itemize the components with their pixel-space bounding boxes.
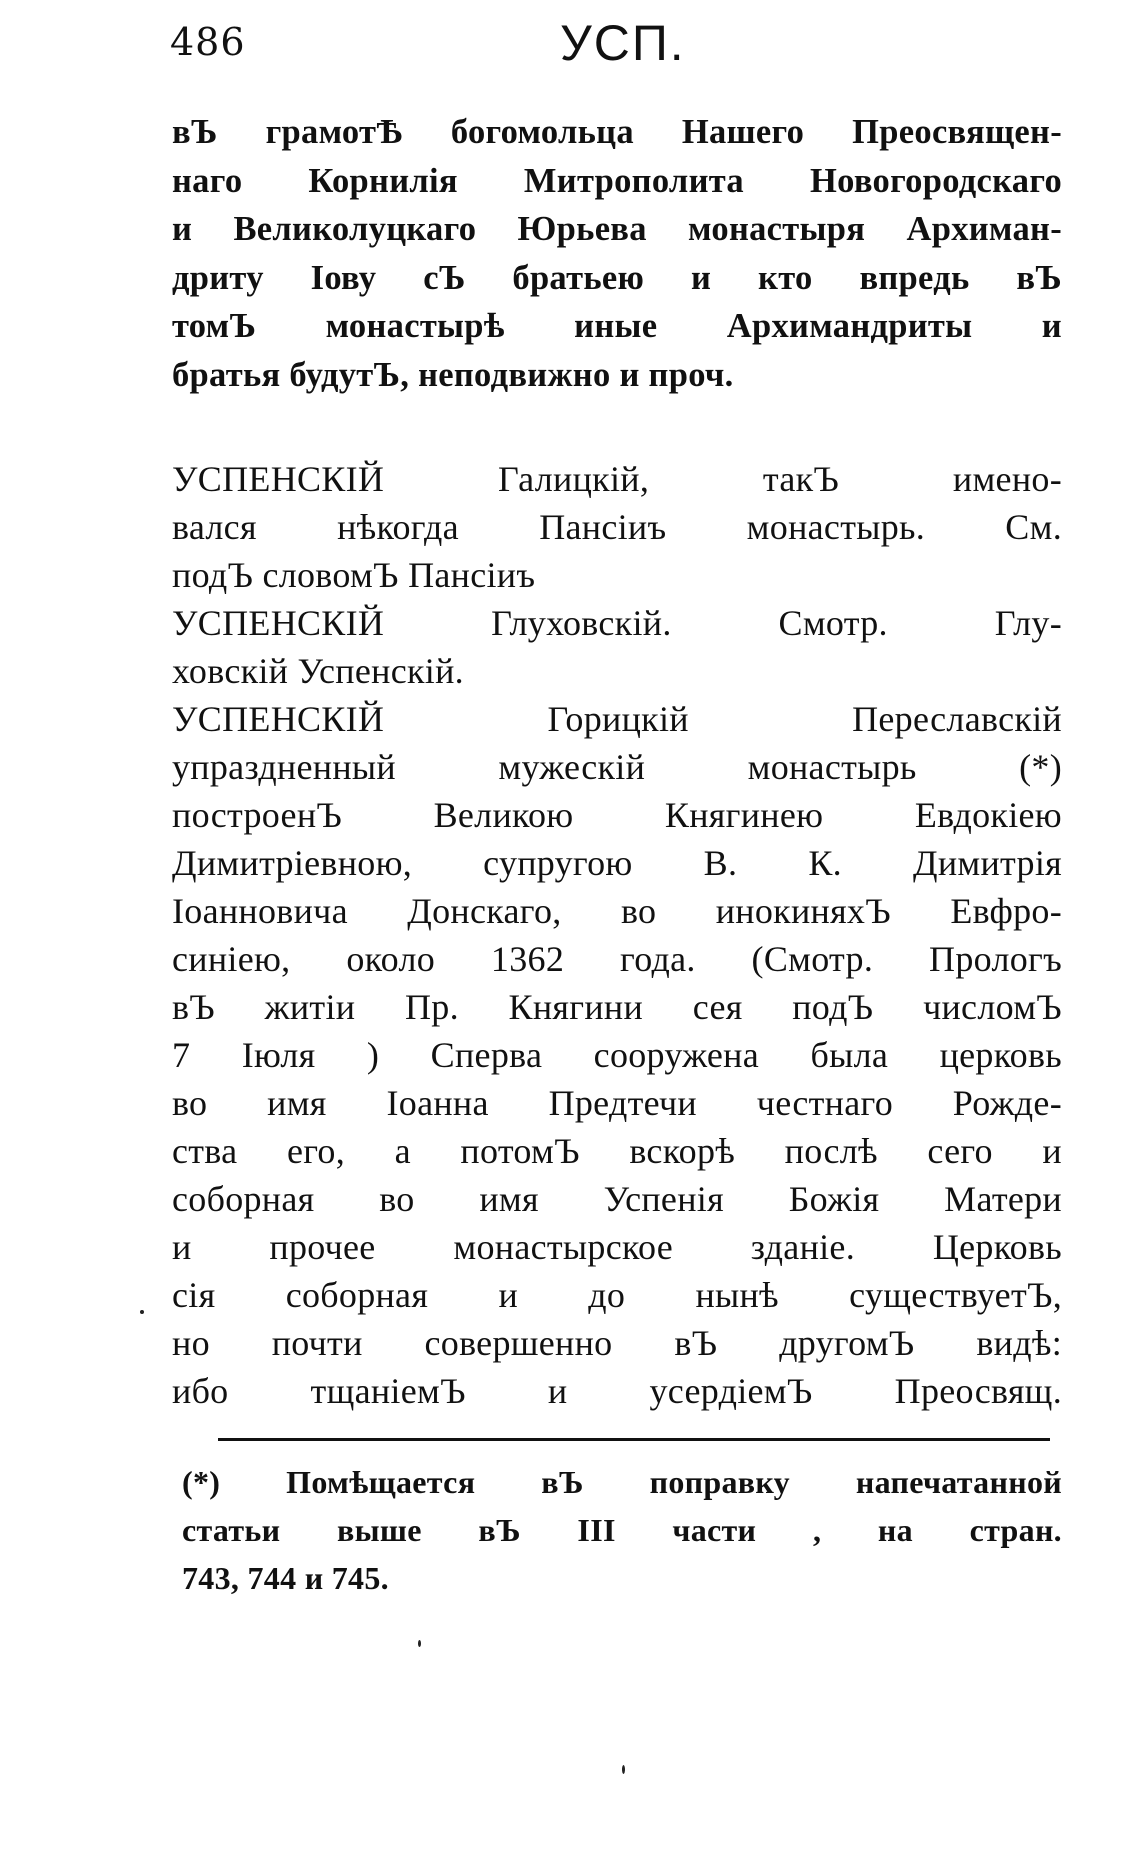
text-line: томЪ монастырѣ иные Архимандриты и — [172, 307, 1062, 345]
entry-goritsky-line: соборная во имя Успенія Божія Матери — [172, 1179, 1062, 1219]
text-line: вЪ грамотѢ богомольца Нашего Преосвящен- — [172, 113, 1062, 151]
footnote-line: (*) Помѣщается вЪ поправку напечатанной — [182, 1464, 1062, 1500]
entry-galitsky-line: вался нѣкогда Пансіиъ монастырь. См. — [172, 507, 1062, 547]
page-header — [170, 14, 1070, 74]
text-line: наго Корнилія Митрополита Новогородскаго — [172, 161, 1062, 200]
entry-goritsky-line: ства его, а потомЪ вскорѣ послѣ сего и — [172, 1131, 1062, 1171]
entry-glukhovsky-line: УСПЕНСКІЙ Глуховскій. Смотр. Глу- — [172, 603, 1062, 643]
entry-goritsky-line: упраздненный мужескій монастырь (*) — [172, 747, 1062, 787]
entry-goritsky-line: построенЪ Великою Княгинею Евдокіею — [172, 795, 1062, 835]
entry-galitsky-line: подЪ словомЪ Пансіиъ — [172, 555, 536, 595]
paragraph-continued — [172, 108, 1062, 399]
footnote-line: 743, 744 и 745. — [182, 1560, 389, 1596]
entry-goritsky-line: но почти совершенно вЪ другомЪ видѣ: — [172, 1323, 1062, 1363]
text-line: дриту Іову сЪ братьею и кто впредь вЪ — [172, 258, 1062, 297]
text-line: и Великолуцкаго Юрьева монастыря Архиман- — [172, 210, 1062, 248]
footnote-divider — [218, 1438, 1050, 1441]
entry-goritsky-line: Димитріевною, супругою В. К. Димитрія — [172, 843, 1062, 883]
entry-goritsky-line: и прочее монастырское зданіе. Церковь — [172, 1227, 1062, 1267]
entry-goritsky-line: 7 Іюля ) Сперва сооружена была церковь — [172, 1035, 1062, 1075]
page-number: 486 — [170, 20, 246, 64]
ink-speck — [622, 1765, 625, 1774]
entry-goritsky-line: во имя Іоанна Предтечи честнаго Рожде- — [172, 1083, 1062, 1123]
footnote-line: статьи выше вЪ III части , на стран. — [182, 1512, 1062, 1548]
running-head: УСП. — [560, 15, 686, 71]
footnote — [182, 1458, 1062, 1602]
entry-goritsky-line: ибо тщаніемЪ и усердіемЪ Преосвящ. — [172, 1371, 1062, 1411]
entry-goritsky-line: синіею, около 1362 года. (Смотр. Прологъ — [172, 939, 1062, 979]
entry-goritsky-line: Іоанновича Донскаго, во инокиняхЪ Евфро- — [172, 891, 1062, 931]
ink-speck — [418, 1640, 421, 1647]
entry-goritsky-line: вЪ житіи Пр. Княгини сея подЪ числомЪ — [172, 987, 1062, 1027]
entry-goritsky-line: сія соборная и до нынѣ существуетЪ, — [172, 1275, 1062, 1315]
dictionary-entries — [172, 455, 1062, 1415]
ink-speck — [140, 1310, 144, 1314]
entry-goritsky-line: УСПЕНСКІЙ Горицкій Переславскій — [172, 699, 1062, 739]
entry-galitsky-line: УСПЕНСКІЙ Галицкій, такЪ имено- — [172, 459, 1062, 499]
entry-glukhovsky-line: ховскій Успенскій. — [172, 651, 464, 691]
text-line: братья будутЪ, неподвижно и проч. — [172, 355, 734, 394]
